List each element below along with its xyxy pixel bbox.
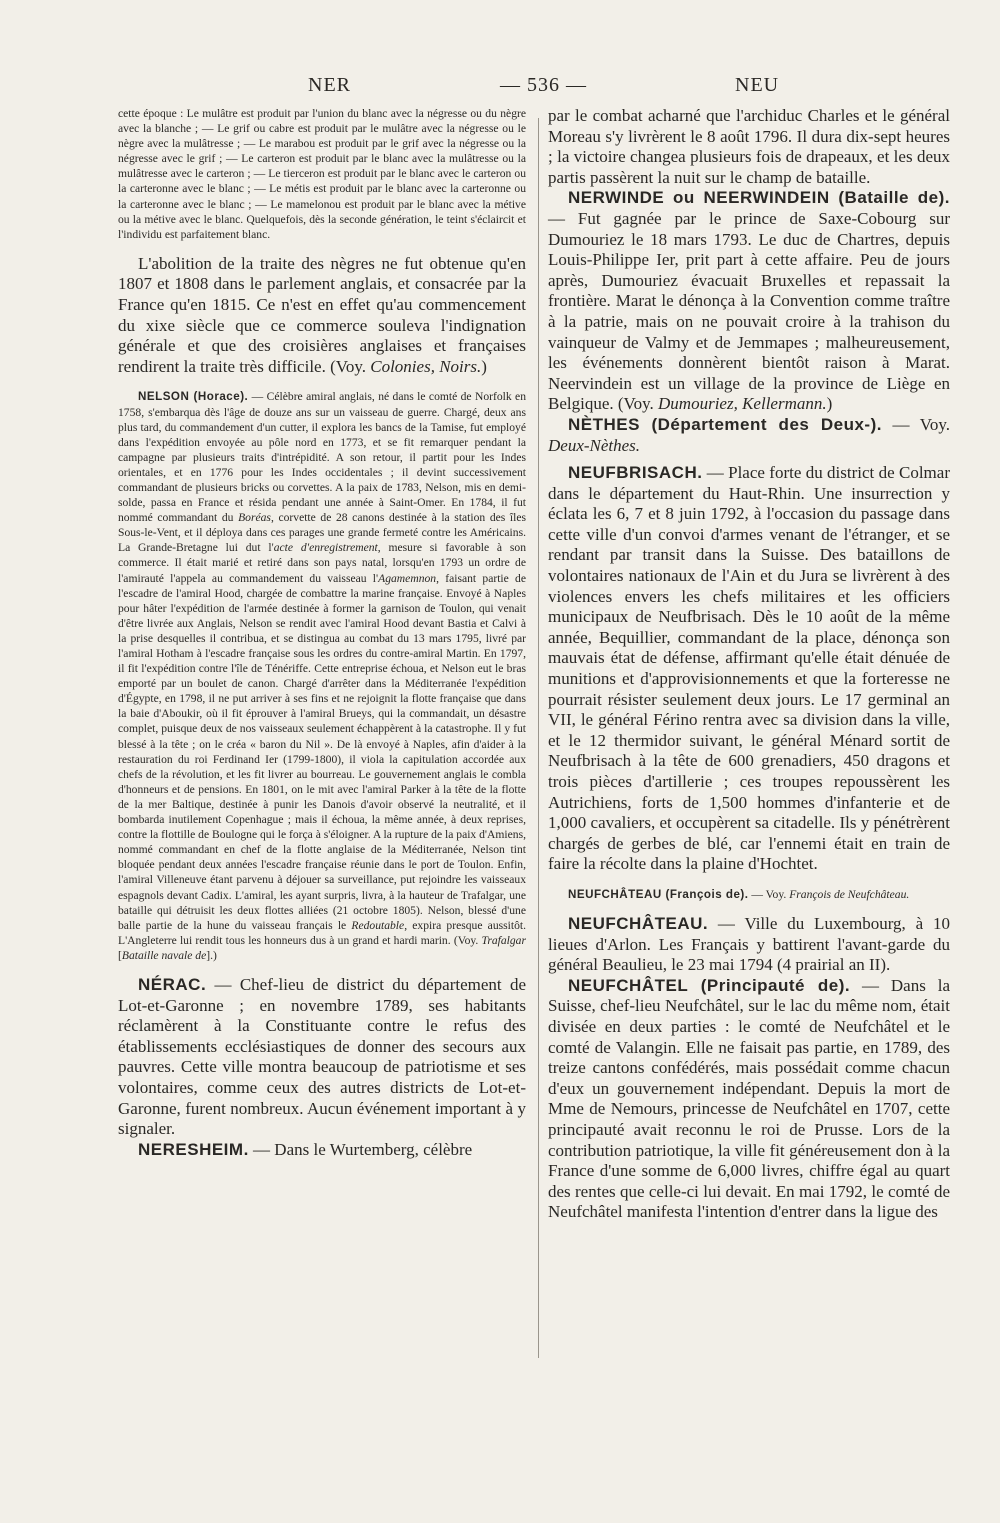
entry-text: — Voy.	[881, 414, 950, 434]
see-also-label: (Voy.	[330, 356, 371, 376]
entry-text: , faisant partie de l'escadre de l'amiral Hood, chargée de combattre la marine française. Envoyé à Naples pour hâter l'expédition de l'armée destinée à former la garnison de Toulon, qui venait d'être livrée aux Anglais, Nelson se rendit avec l'amiral Hood devant Bastia et Calvi à la prise desquelles il contribua, et se distingua au combat du 13 mars 1795, livré par l'amiral Hotham à l'escadre française sous les ordres du contre-amiral Martin. En 1797, il fit l'expédition contre l'île de Ténériffe. Cette entreprise échoua, et Nelson eut le bras emporté par un boulet de canon. Chargé d'arrêter dans la Méditerranée l'expédition d'Égypte, en 1798, il ne put arriver à ses fins et ne rejoignit la flotte française que dans la baie d'Aboukir, où il fit éprouver à l'amiral Brueys, qui la commandait, un désastre complet, puisque deux de nos vaisseaux seulement échappèrent à la catastrophe. Il y fut blessé à la tête ; on le créa « baron du Nil ». De là envoyé à Naples, afin d'aider à la restauration du roi Ferdinand Ier (1799-1800), il viola la capitulation accordée aux chefs de la révolution, et les fit livrer au bourreau. Le gouvernement anglais le combla d'honneurs et de pensions. En 1801, on le mit avec l'amiral Parker à la tête de la flotte de la mer Baltique, destinée à punir les Danois d'avoir observé la neutralité, et il bombarda inutilement Copenhague ; mais il échoua, la même année, à deux reprises, contre la flottille de Boulogne qui le força à s'éloigner. A la rupture de la paix d'Amiens, nommé commandant en chef de la flotte anglaise de la Méditerranée, Nelson tint bloquée pendant deux années l'escadre française réunie dans le port de Toulon. Enfin, l'amiral Villeneuve étant parvenu à déjouer sa surveillance, put rejoindre les vaisseaux espagnols devant Cadix. L'amiral, les ayant surpris, livra, à la hauteur de Trafalgar, une bataille qui détruisit les deux flottes alliées (21 octobre 1805). Nelson, blessé d'une balle partie de la hune du vaisseau français le	[118, 571, 526, 932]
entry-nerwinde	[548, 188, 950, 415]
entry-neufchateau-town	[548, 914, 950, 976]
ship-name: Boréas	[238, 511, 271, 525]
entry-text: — Dans la Suisse, chef-lieu Neufchâtel, sur le lac du même nom, était divisée en deux parties : le comté de Neufchâtel et le comté de Valangin. Elle ne faisait pas partie, en 1789, des treize cantons confédérés, mais possédait comme chacun d'eux un gouvernement indépendant. Depuis la mort de Mme de Nemours, princesse de Neufchâtel en 1707, cette principauté avait reconnu le roi de Prusse. Lors de la contribution patriotique, la ville fit généreusement don à la France d'une somme de 6,000 livres, chiffre égal au quart des rentes que celle-ci lui devait. En mai 1792, le comté de Neufchâtel manifesta l'intention d'entrer dans la ligue des	[548, 975, 950, 1222]
left-column	[118, 106, 526, 1160]
entry-nethes	[548, 415, 950, 456]
page-number: — 536 —	[500, 74, 587, 96]
see-also-reference: Dumouriez, Kellermann.	[658, 394, 827, 414]
entry-text: , corvette de 28 canons destinée à la station des îles Sous-le-Vent, et il déploya dans ces parages une grande fermeté contre les Américains. La Grande-Bretagne lui dut l'	[118, 511, 526, 555]
see-also-reference: François de Neufchâteau.	[789, 887, 910, 901]
entry-headword-nelson: NELSON (Horace).	[138, 390, 249, 404]
entry-neufchatel	[548, 976, 950, 1223]
continued-footnote-paragraph: cette époque : Le mulâtre est produit par l'union du blanc avec la négresse ou du nègre avec la blanche ; — Le grif ou cabre est produit par le mulâtre avec la négresse ou le nègre avec la mulâtresse ; — Le marabou est produit par le grif avec la négresse ou la négresse avec le grif ; — Le carteron est produit par le blanc avec la mulâtresse ou la mulâtresse avec le carteron ; — Le tierceron est produit par le blanc avec le carteron ou la carteronne avec le blanc ; — Le métis est produit par le blanc avec la carteronne ou la carteronne avec le blanc ; — Le mamelonou est produit par le blanc avec la métive ou la métive avec le blanc. Quelquefois, dès la seconde génération, le teint s'éclaircit et l'individu est parfaitement blanc.	[118, 107, 526, 241]
running-header	[0, 74, 1000, 104]
see-also-reference: Colonies, Noirs.	[370, 356, 482, 376]
see-also-close: )	[826, 394, 833, 414]
entry-text: — Dans le Wurtemberg, célèbre	[248, 1139, 473, 1159]
entry-headword-neufbrisach: NEUFBRISACH.	[568, 463, 703, 483]
see-also-close: )	[481, 356, 487, 376]
entry-neufbrisach	[548, 463, 950, 875]
bracket: [	[118, 948, 122, 962]
entry-headword-neufchatel: NEUFCHÂTEL (Principauté de).	[568, 975, 851, 995]
entry-text: — Ville du Luxembourg, à 10 lieues d'Arlon. Les Français y battirent l'avant-garde du général Beaulieu, le 23 mai 1794 (4 prairial an II).	[548, 914, 950, 975]
see-also-reference: Deux-Nèthes.	[548, 435, 641, 455]
ship-name: Redoutable	[351, 918, 405, 932]
act-name: acte d'enregistrement	[273, 541, 378, 555]
column-divider	[538, 118, 539, 1358]
see-also-reference: Trafalgar	[481, 933, 526, 947]
entry-headword-nerwinde: NERWINDE ou NEERWINDEIN (Bataille de).	[568, 188, 950, 208]
right-column	[548, 106, 950, 1223]
entry-text: , mesure si favorable à son commerce. Il était marié et retiré dans son pays natal, lorsqu'en 1793 un ordre de l'amirauté l'appela au commandement du vaisseau l'	[118, 541, 526, 585]
header-right-keyword: NEU	[735, 74, 780, 96]
entry-text: , expira presque aussitôt. L'Angleterre lui rendit tous les honneurs dus à un grand et hardi marin. (Voy.	[118, 918, 526, 947]
entry-neresheim	[118, 1140, 526, 1161]
continued-paragraph: par le combat acharné que l'archiduc Charles et le général Moreau s'y livrèrent le 8 août 1796. Il dura dix-sept heures ; la victoire changea plusieurs fois de drapeaux, et les deux partis passèrent la nuit sur le champ de bataille.	[548, 106, 950, 187]
bracket: ].)	[206, 948, 217, 962]
entry-text: — Chef-lieu de district du département de Lot-et-Garonne ; en novembre 1789, ses habitants réclamèrent à la Constituante contre le refus des établissements ecclésiastiques de donner des secours aux pauvres. Cette ville montra beaucoup de patriotisme et ses volontaires, comme ceux des autres districts de Lot-et-Garonne, furent nombreux. Aucun événement important à y signaler.	[118, 974, 526, 1139]
abolition-text: L'abolition de la traite des nègres ne fut obtenue qu'en 1807 et 1808 dans le parlement anglais, et consacrée par la France qu'en 1815. Ce n'est en effet qu'au commencement du xixe siècle que ce commerce souleva l'indignation générale et que des croisières anglaises et françaises rendirent la traite très difficile.	[118, 253, 526, 376]
entry-neufchateau-francois	[548, 887, 950, 902]
entry-headword-nethes: NÈTHES (Département des Deux-).	[568, 414, 882, 434]
entry-text: — Place forte du district de Colmar dans le département du Haut-Rhin. Une insurrection y éclata les 6, 7 et 8 juin 1792, à l'occasion du passage dans cette ville d'un convoi d'armes venant de l'étranger, et se rendant par transit dans la Suisse. Des bataillons de volontaires nationaux de l'Ain et du Jura se livrèrent à des violences envers les chefs militaires et les officiers municipaux de Neufbrisach. Dès le 10 août de la même année, Bequillier, commandant de la place, dénonça son mauvais état de défense, affirmant qu'elle était dénuée de munitions et d'approvisionnements et que la forteresse ne pourrait résister seulement deux jours. Le 17 germinal an VII, le général Férino rentra avec sa division dans la ville, et le 12 thermidor suivant, le général Ménard sortit de Neufbrisach à la tête de 600 grenadiers, 450 dragons et trois pièces d'artillerie ; ces troupes repoussèrent les Autrichiens, forts de 1,500 hommes d'infanterie et de 1,000 cavaliers, et occupèrent sa citadelle. Ils y pénétrèrent chargés de gerbes de blé, car l'ennemi était en train de faire la récolte dans la plaine d'Hochtet.	[548, 463, 950, 874]
entry-text: — Voy.	[748, 887, 790, 901]
ship-name: Agamemnon	[378, 571, 437, 585]
entry-nelson	[118, 389, 526, 963]
entry-headword-neufchateau-francois: NEUFCHÂTEAU (François de).	[568, 887, 749, 901]
entry-headword-neufchateau-town: NEUFCHÂTEAU.	[568, 914, 709, 934]
entry-headword-nerac: NÉRAC.	[138, 974, 207, 994]
header-left-keyword: NER	[308, 74, 351, 96]
entry-text: — Célèbre amiral anglais, né dans le comté de Norfolk en 1758, s'embarqua dès l'âge de douze ans sur un vaisseau de guerre. Chargé, deux ans plus tard, du commandement d'un cutter, il explora les bancs de la Tamise, fut employé dans l'expédition envoyée au pôle nord en 1773, et se fit remarquer pendant la campagne par plusieurs traits d'intrépidité. A son retour, il partit pour les Indes orientales, et en 1776 pour les Indes occidentales ; il devint successivement commandant de plusieurs bricks ou corvettes. A la paix de 1783, Nelson, mis en demi-solde, passa en France et résida pendant une année à Saint-Omer. En 1784, il fut nommé commandant du	[118, 390, 526, 525]
entry-nerac	[118, 975, 526, 1140]
entry-headword-neresheim: NERESHEIM.	[138, 1139, 249, 1159]
see-also-reference: Bataille navale de	[121, 948, 207, 962]
abolition-paragraph	[118, 254, 526, 378]
entry-text: — Fut gagnée par le prince de Saxe-Cobourg sur Dumouriez le 18 mars 1793. Le duc de Chartres, depuis Louis-Philippe Ier, prit part à cette affaire. Peu de jours après, Dumouriez évacuait Bruxelles et repassait la frontière. Marat le dénonça à la Convention comme traître à la patrie, mais on ne pouvait croire à la trahison du vainqueur de Valmy et de Jemmapes ; malheureusement, les événements donnèrent bientôt raison à Marat. Neervindein est un village de la province de Liège en Belgique. (Voy.	[548, 208, 950, 414]
